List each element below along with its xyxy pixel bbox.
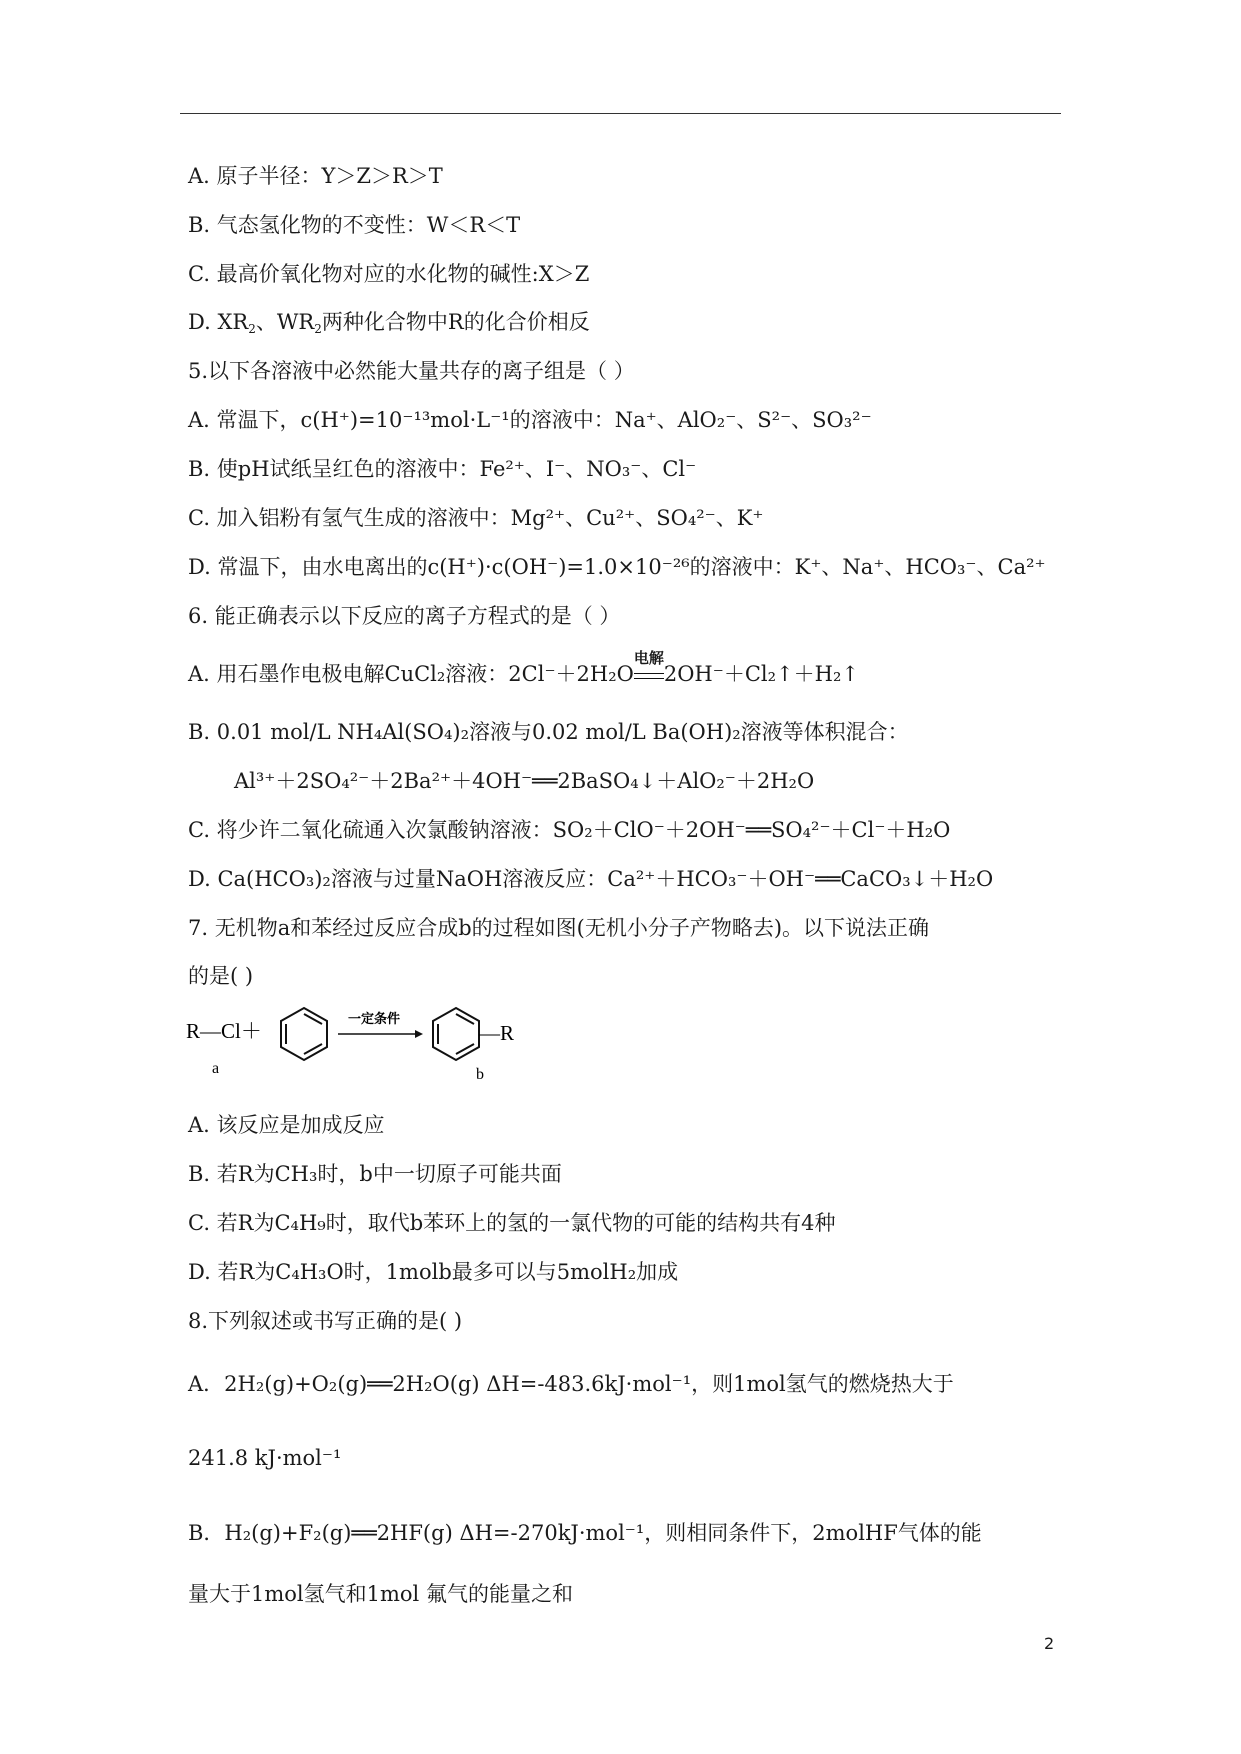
reaction-arrow-icon [338, 1030, 423, 1038]
q5-option-d: D. 常温下，由水电离出的c(H⁺)·c(OH⁻)=1.0×10⁻²⁶的溶液中：K⁺、Na⁺、HCO₃⁻、Ca²⁺ [188, 555, 1046, 579]
q7-option-d: D. 若R为C₄H₃O时，1molb最多可以与5molH₂加成 [188, 1260, 679, 1284]
q4-option-a: A. 原子半径：Y＞Z＞R＞T [188, 164, 443, 188]
benzene-ring-icon [433, 1008, 479, 1060]
reactant-label: a [212, 1060, 220, 1077]
electrolysis-condition: 电解 [634, 660, 664, 688]
q4-option-d: D. $XR_2$、$WR_2$两种化合物中R的化合价相反 [188, 310, 590, 336]
product-label: b [476, 1066, 484, 1083]
q8-stem: 8.下列叙述或书写正确的是( ) [188, 1309, 463, 1333]
q8-option-a-line2: 241.8 kJ·mol⁻¹ [188, 1446, 342, 1470]
reactant-text: R—Cl＋ [186, 1019, 262, 1043]
q7-option-a: A. 该反应是加成反应 [188, 1113, 385, 1137]
product-substituent: —R [479, 1021, 515, 1045]
header-rule [180, 113, 1061, 114]
reaction-scheme [186, 1003, 546, 1085]
q7-stem-line2: 的是( ) [188, 964, 254, 988]
q5-option-c: C. 加入铝粉有氢气生成的溶液中：Mg²⁺、Cu²⁺、SO₄²⁻、K⁺ [188, 506, 764, 530]
q5-option-a: A. 常温下，c(H⁺)=10⁻¹³mol·L⁻¹的溶液中：Na⁺、AlO₂⁻、S²⁻、SO₃²⁻ [188, 408, 872, 432]
q6-option-b-line1: B. 0.01 mol/L NH₄Al(SO₄)₂溶液与0.02 mol/L Ba(OH)₂溶液等体积混合： [188, 720, 909, 744]
q6-option-a: A. 用石墨作电极电解CuCl₂溶液：2Cl⁻＋2H₂O 电解 2OH⁻＋Cl₂↑＋H₂↑ [188, 649, 859, 686]
q7-option-b: B. 若R为CH₃时，b中一切原子可能共面 [188, 1162, 562, 1186]
q6-stem: 6. 能正确表示以下反应的离子方程式的是（ ） [188, 604, 621, 628]
q5-option-b: B. 使pH试纸呈红色的溶液中：Fe²⁺、I⁻、NO₃⁻、Cl⁻ [188, 457, 697, 481]
q5-stem: 5.以下各溶液中必然能大量共存的离子组是（ ） [188, 359, 635, 383]
q7-stem-line1: 7. 无机物a和苯经过反应合成b的过程如图(无机小分子产物略去)。以下说法正确 [188, 916, 930, 940]
q7-option-c: C. 若R为C₄H₉时，取代b苯环上的氢的一氯代物的可能的结构共有4种 [188, 1211, 836, 1235]
q8-option-b-line2: 量大于1mol氢气和1mol 氟气的能量之和 [188, 1582, 573, 1606]
q8-option-b-line1: B．H₂(g)+F₂(g)══2HF(g) ΔH=-270kJ·mol⁻¹，则相同条件下，2molHF气体的能 [188, 1521, 982, 1545]
q6-option-d: D. Ca(HCO₃)₂溶液与过量NaOH溶液反应：Ca²⁺＋HCO₃⁻＋OH⁻══CaCO₃↓＋H₂O [188, 867, 994, 891]
page-number: 2 [1044, 1634, 1055, 1653]
q6-option-c: C. 将少许二氧化硫通入次氯酸钠溶液：SO₂＋ClO⁻＋2OH⁻══SO₄²⁻＋Cl⁻＋H₂O [188, 818, 951, 842]
q4-option-c: C. 最高价氧化物对应的水化物的碱性:X＞Z [188, 262, 590, 286]
q6-option-b-line2: Al³⁺＋2SO₄²⁻＋2Ba²⁺＋4OH⁻══2BaSO₄↓＋AlO₂⁻＋2H₂O [234, 769, 815, 793]
q4-option-b: B. 气态氢化物的不变性：W＜R＜T [188, 213, 521, 237]
benzene-ring-icon [281, 1008, 327, 1060]
q8-option-a-line1: A．2H₂(g)+O₂(g)══2H₂O(g) ΔH=-483.6kJ·mol⁻¹，则1mol氢气的燃烧热大于 [188, 1372, 954, 1396]
arrow-condition: 一定条件 [348, 1011, 401, 1026]
